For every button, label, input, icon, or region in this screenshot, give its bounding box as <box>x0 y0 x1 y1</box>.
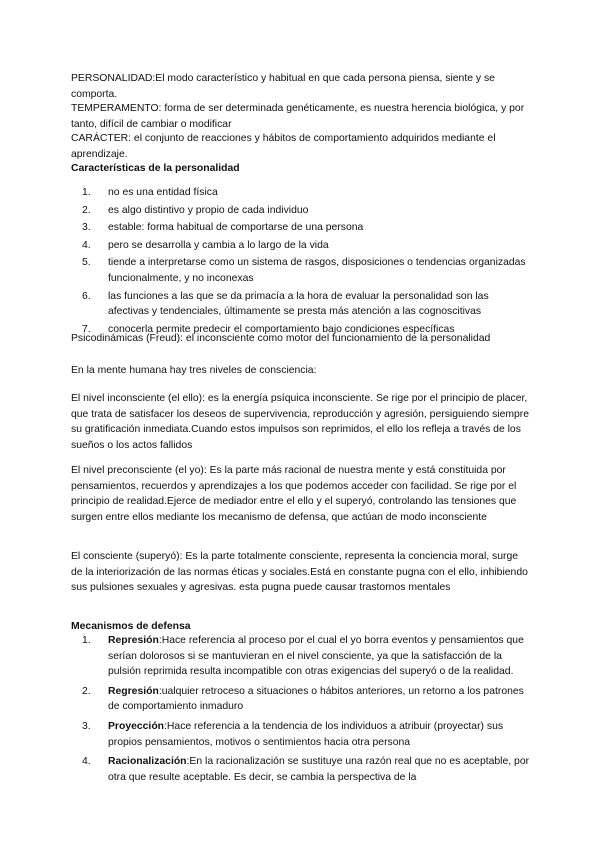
definition-caracter: CARÁCTER: el conjunto de reacciones y hábitos de comportamiento adquiridos mediante el aprendizaje. <box>71 133 496 160</box>
list-item: 2. Regresión:ualquier retroceso a situaciones o hábitos anteriores, un retorno a los patrones de comportamiento inmaduro <box>82 685 524 713</box>
list-item: 5. tiende a interpretarse como un sistema de rasgos, disposiciones o tendencias organizadas funcionalmente, y no inconexas <box>82 257 526 284</box>
list-item: 6. las funciones a las que se da primacía a la hora de evaluar la personalidad son las afectivas y tendenciales, últimamente se presta más atención a las cognoscitivas <box>82 290 489 318</box>
paragraph-preconsciente: El nivel preconsciente (el yo): Es la parte más racional de nuestra mente y está constituida por pensamientos, recuerdos y aprendizajes a los que podemos acceder con facilidad. Se rige por el principio de realidad.Ejerce de mediador entre el ello y el superyó, controlando las tensiones que surgen entre ellos mediante los mecanismo de defensa, que actúan de modo inconsciente <box>71 465 517 523</box>
list-item: 1. Represión:Hace referencia al proceso por el cual el yo borra eventos y pensamientos que serían dolorosos si se mantuvieran en el nivel consciente, ya que la satisfacción de la pulsión reprimida resulta incompatible con otras exigencias del superyó o de la realidad. <box>82 635 524 678</box>
definition-temperamento: TEMPERAMENTO: forma de ser determinada genéticamente, es nuestra herencia biológica, y por tanto, difícil de cambiar o modificar <box>71 103 525 130</box>
heading-caracteristicas: Características de la personalidad <box>71 163 240 174</box>
paragraph-psicodinamicas: Psicodinámicas (Freud): el inconsciente como motor del funcionamiento de la personalidad <box>71 333 491 344</box>
list-item: 1. no es una entidad física <box>82 187 218 198</box>
heading-mecanismos: Mecanismos de defensa <box>71 621 191 632</box>
list-item: 3. Proyección:Hace referencia a la tendencia de los individuos a atribuir (proyectar) sus propios pensamientos, motivos o sentimientos hacia otra persona <box>82 720 504 748</box>
paragraph-inconsciente: El nivel inconsciente (el ello): es la energía psíquica inconsciente. Se rige por el principio de placer, que trata de satisfacer los deseos de supervivencia, reproducción y agresión, persiguiendo siempre su gratificación inmediata.Cuando estos impulsos son reprimidos, el ello los refleja a través de los sueños o los actos fallidos <box>71 393 530 451</box>
paragraph-niveles: En la mente humana hay tres niveles de consciencia: <box>71 365 317 376</box>
list-item: 7. conocerla permite predecir el comportamiento bajo condiciones específicas <box>82 323 455 335</box>
caracteristicas-list <box>71 185 531 339</box>
paragraph-consciente: El consciente (superyó): Es la parte totalmente consciente, representa la conciencia moral, surge de la interiorización de las normas éticas y sociales.Está en constante pugna con el ello, inhibiendo sus pulsiones sexuales y agresivas. esta pugna puede causar trastornos mentales <box>71 551 528 594</box>
list-item: 4. pero se desarrolla y cambia a lo largo de la vida <box>82 239 329 251</box>
list-item: 2. es algo distintivo y propio de cada individuo <box>82 204 309 216</box>
definition-personalidad: PERSONALIDAD:El modo característico y habitual en que cada persona piensa, siente y se comporta. <box>71 73 495 100</box>
mecanismos-list <box>71 633 531 789</box>
list-item: 3. estable: forma habitual de comportarse de una persona <box>82 222 364 234</box>
list-item: 4. Racionalización:En la racionalización se sustituye una razón real que no es aceptable, por otra que resulte aceptable. Es decir, se cambia la perspectiva de la <box>82 756 530 783</box>
